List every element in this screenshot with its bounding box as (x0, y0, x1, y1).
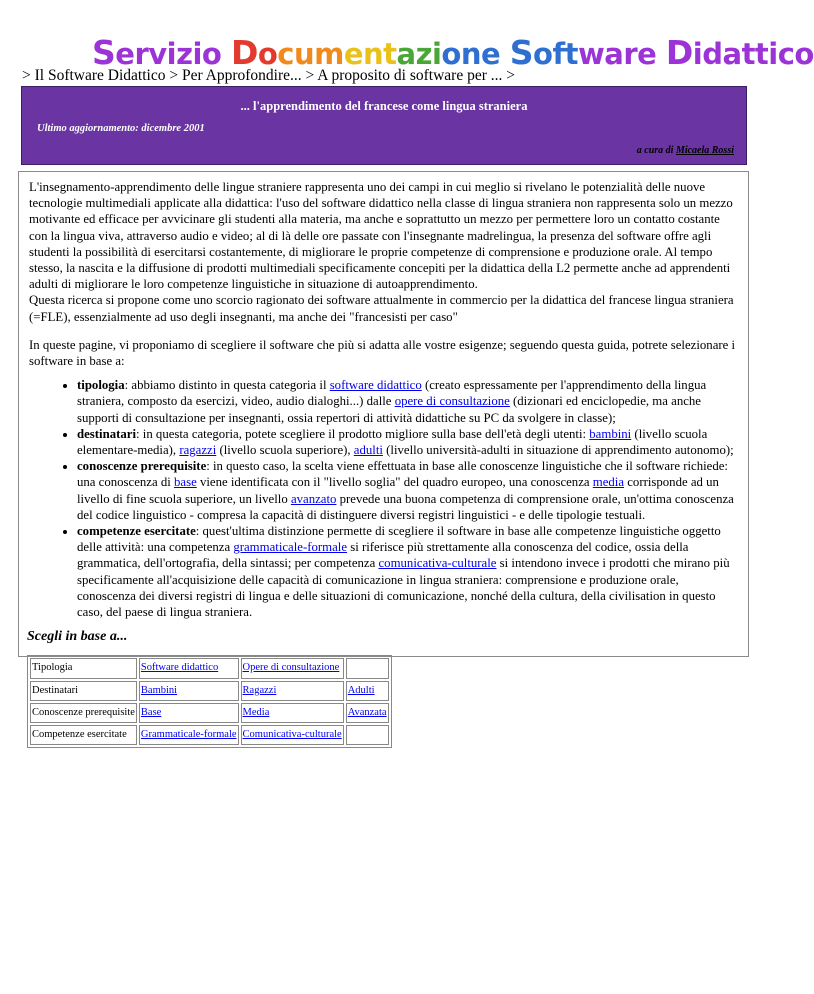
link-media[interactable]: media (592, 475, 625, 490)
page-title: ... l'apprendimento del francese come lingua straniera (240, 99, 528, 113)
cell-link[interactable]: Grammaticale-formale (140, 729, 237, 741)
row-label: Tipologia (30, 658, 137, 678)
author-link[interactable]: Micaela Rossi (675, 145, 734, 156)
cell-link[interactable]: Opere di consultazione (242, 662, 340, 674)
row-label: Competenze esercitate (30, 725, 137, 745)
empty-cell (346, 725, 389, 745)
cell-link[interactable]: Comunicativa-culturale (242, 729, 342, 741)
link-grammaticale-formale[interactable]: grammaticale-formale (233, 540, 348, 555)
selection-table (27, 655, 392, 748)
link-bambini[interactable]: bambini (589, 426, 632, 441)
link-comunicativa-culturale[interactable]: comunicativa-culturale (378, 556, 497, 571)
main-content (18, 171, 749, 741)
choose-heading: Scegli in base a... (27, 629, 128, 645)
site-logo: Servizio Documentazione Software Didattico (92, 33, 814, 72)
criteria-list (29, 377, 738, 620)
cell-link[interactable]: Ragazzi (242, 684, 277, 696)
link-opere-consultazione[interactable]: opere di consultazione (394, 394, 510, 409)
guide-paragraph: In queste pagine, vi proponiamo di scegliere il software che più si adatta alle vostre esigenze; seguendo questa guida, potrete selezionare i software in base a: (29, 337, 736, 369)
row-label: Destinatari (30, 681, 137, 701)
table-row (30, 703, 389, 723)
link-avanzato[interactable]: avanzato (290, 491, 337, 506)
breadcrumb: > Il Software Didattico > Per Approfondire... > A proposito di software per ... > (22, 67, 515, 84)
cell-link[interactable]: Avanzata (347, 706, 387, 718)
empty-cell (346, 658, 389, 678)
cell-link[interactable]: Software didattico (140, 662, 219, 674)
link-ragazzi[interactable]: ragazzi (179, 443, 217, 458)
author-line: a cura di Micaela Rossi (636, 145, 734, 156)
list-item: • conoscenze prerequisite: in questo caso, la scelta viene effettuata in base alle conoscenze linguistiche che il software richiede: una conoscenza di base viene identificata con il "livello soglia" del quadro europeo, una conoscenza media corrisponde ad un livello di fine scuola superiore, un livello avanzato prevede una buona competenza di comprensione orale, un'ottima conoscenza del codice linguistico - compresa la capacità di distinguere diversi registri linguistici - e delle tipologie testuali. (77, 458, 738, 523)
list-item: • tipologia: abbiamo distinto in questa categoria il software didattico (creato espressamente per l'apprendimento della lingua straniera, composto da esercizi, video, audio dialoghi...) dalle opere di consultazione (dizionari ed enciclopedie, ma anche supporti di consultazione per insegnanti, ossia repertori di attività didattiche su PC da svolgere in classe); (77, 377, 738, 426)
table-row (30, 725, 389, 745)
list-item: • competenze esercitate: quest'ultima distinzione permette di scegliere il software in base alle competenze linguistiche oggetto delle attività: una competenza grammaticale-formale si riferisce più strettamente alla conoscenza del codice, ossia della grammatica, dell'ortografia, della sintassi; per competenza comunicativa-culturale si intendono invece i prodotti che mirano più specificamente all'acquisizione delle capacità di comunicazione in lingua straniera: comprensione e produzione orale, conoscenza dei diversi registri di lingua e delle situazioni di comunicazione, nonché della cultura, della civilisation in questo caso, del paese di lingua straniera. (77, 523, 738, 620)
cell-link[interactable]: Base (140, 706, 162, 718)
page-header (21, 86, 747, 165)
table-row (30, 658, 389, 678)
row-label: Conoscenze prerequisite (30, 703, 137, 723)
table-row (30, 681, 389, 701)
cell-link[interactable]: Adulti (347, 684, 375, 696)
list-item: • destinatari: in questa categoria, potete scegliere il prodotto migliore sulla base dell'età degli utenti: bambini (livello scuola elementare-media), ragazzi (livello scuola superiore), adulti (livello università-adulti in situazione di apprendimento autonomo); (77, 426, 738, 458)
cell-link[interactable]: Media (242, 706, 270, 718)
link-adulti[interactable]: adulti (353, 443, 383, 458)
intro-paragraph: L'insegnamento-apprendimento delle lingue straniere rappresenta uno dei campi in cui meglio si rivelano le potenzialità delle nuove tecnologie multimediali applicate alla didattica: l'uso del software didattico nella classe di lingua straniera non rappresenta solo un mezzo motivante ed efficace per avvicinare gli studenti alla materia, ma anche e soprattutto un mezzo per permettere loro un contatto costante con la lingua viva, attraverso audio e video; al di là delle ore passate con l'insegnante madrelingua, la presenza del software offre agli studenti la possibilità di esercitarsi costantemente, di migliorare le proprie competenze di comprensione e produzione orale. Al tempo stesso, la nascita e la diffusione di prodotti multimediali specificamente concepiti per la didattica della L2 permette anche ad apprendenti adulti di migliorare le loro competenze linguistiche in situazione di autoapprendimento. Questa ricerca si propone come uno scorcio ragionato dei software attualmente in commercio per la didattica del francese lingua straniera (=FLE), essenzialmente ad uso degli insegnanti, ma anche dei "francesisti per caso" (29, 180, 734, 324)
link-base[interactable]: base (174, 475, 197, 490)
cell-link[interactable]: Bambini (140, 684, 178, 696)
link-software-didattico[interactable]: software didattico (329, 378, 422, 393)
last-updated: Ultimo aggiornamento: dicembre 2001 (37, 123, 205, 134)
